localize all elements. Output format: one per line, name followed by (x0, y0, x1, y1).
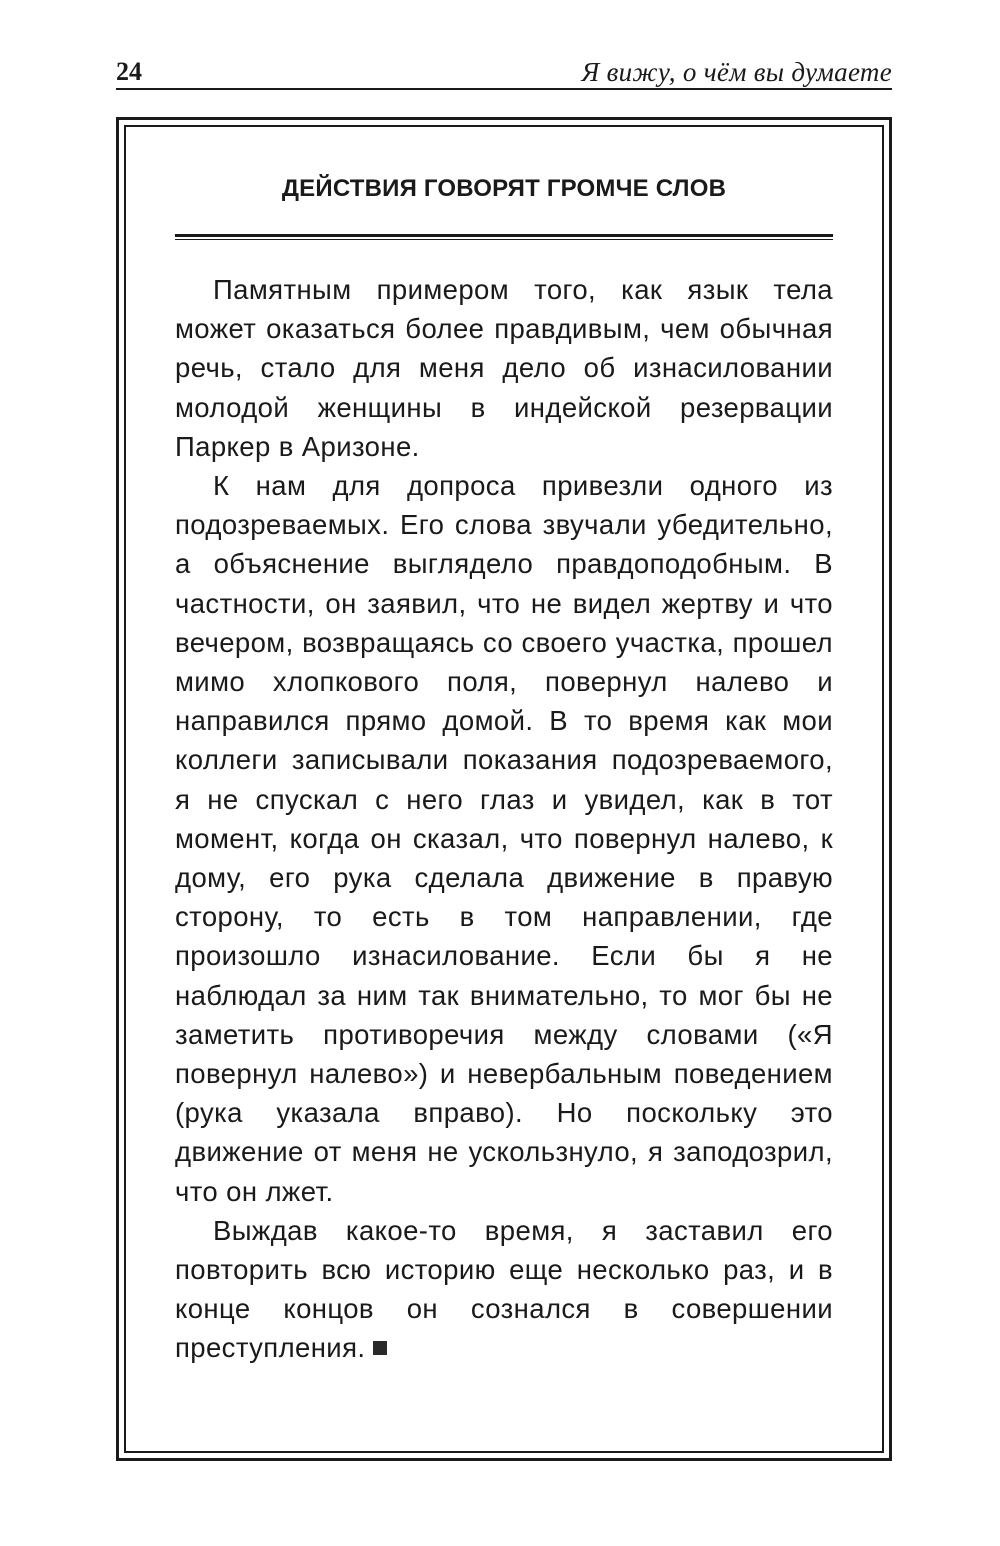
book-title: Я вижу, о чём вы думаете (581, 57, 892, 87)
running-header (116, 56, 892, 90)
paragraph (175, 1211, 833, 1368)
page-number: 24 (116, 57, 142, 86)
end-of-section-square-icon (373, 1341, 387, 1355)
paragraph: К нам для допроса привезли одного из подозреваемых. Его слова звучали убедительно, а объяснение выглядело правдоподобным. В частности, он заявил, что не видел жертву и что вечером, возвращаясь со своего участка, прошел мимо хлопкового поля, повернул налево и направился прямо домой. В то время как мои коллеги записывали показания подозреваемого, я не спускал с него глаз и увидел, как в тот момент, когда он сказал, что повернул налево, к дому, его рука сделала движение в правую сторону, то есть в том направлении, где произошло изнасилование. Если бы я не наблюдал за ним так внимательно, то мог бы не заметить противоречия между словами («Я повернул налево») и невербальным поведением (рука указала вправо). Но поскольку это движение от меня не ускользнуло, я заподозрил, что он лжет. (175, 470, 833, 1207)
sidebar-body (175, 270, 833, 1368)
paragraph: Памятным примером того, как язык тела может оказаться более правдивым, чем обычная речь, стало для меня дело об изнасиловании молодой женщины в индейской резервации Паркер в Аризоне. (175, 274, 833, 462)
sidebar-title: ДЕЙСТВИЯ ГОВОРЯТ ГРОМЧЕ СЛОВ (281, 175, 727, 202)
title-divider (175, 234, 833, 240)
sidebar-box (116, 117, 892, 1461)
paragraph-text: Выждав какое-то время, я заставил его повторить всю историю еще несколько раз, и в конце концов он сознался в совершении преступления. (175, 1214, 833, 1364)
